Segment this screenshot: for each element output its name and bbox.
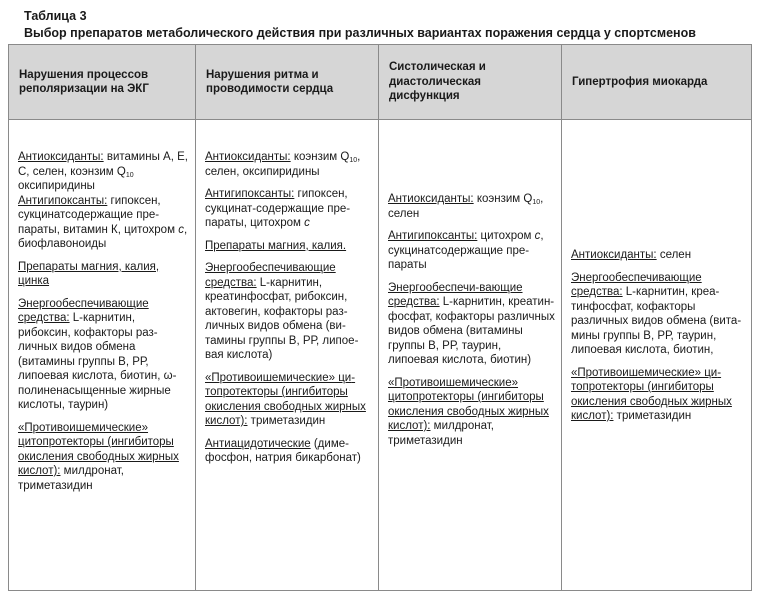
drug-selection-table <box>8 44 752 591</box>
energy-block: Энергообеспечи-вающие средства: L-карнитин, креатин-фосфат, кофакторы различных видов обмена (витамины группы В, РР, таурин, липоевая кислота, биотин) <box>388 281 555 366</box>
antioxidants-block: Антиоксиданты: селен <box>571 249 692 261</box>
body-row <box>9 120 752 591</box>
antioxidants-block: Антиоксиданты: коэнзим $Q_{10}$, селен <box>388 193 544 220</box>
header-cell-repolarization: Нарушения процессов реполяризации на ЭКГ <box>9 45 196 120</box>
energy-block: Энергообеспечивающие средства: L-карнитин, рибоксин, кофакторы различных видов обмена (витамины группы В, РР, липоевая кислота, биотин, ω-полиненасыщенные жирные кислоты, таурин) <box>18 297 177 411</box>
table-title: Выбор препаратов метаболического действия при различных вариантах поражения сердца у спортсменов <box>24 26 696 40</box>
cell-rhythm <box>196 120 379 591</box>
antihypoxants-block: Антигипоксанты: гипоксен, сукцинатсодержащие препараты, витамин К, цитохром с, биофлавоноиды <box>18 194 188 250</box>
minerals-block: Препараты магния, калия. <box>205 239 347 252</box>
cytoprotectors-block: «Противоишемические» цитопротекторы (ингибиторы окисления свободных жирных кислот): милдронат, триметазидин <box>388 376 549 447</box>
energy-block: Энергообеспечивающие средства: L-карнитин, креатинфосфат, рибоксин, актовегин, кофакторы различных видов обмена (витамины группы В, РР, липоевая кислота) <box>205 262 359 361</box>
cytoprotectors-block: «Противоишемические» цитопротекторы (ингибиторы окисления свободных жирных кислот): триметазидин <box>571 366 732 422</box>
header-cell-hypertrophy: Гипертрофия миокарда <box>562 45 752 120</box>
cytoprotectors-block: «Противоишемические» цитопротекторы (ингибиторы окисления свободных жирных кислот): триметазидин <box>205 371 366 427</box>
antioxidants-block: Антиоксиданты: витамины А, Е, С, селен, коэнзим $Q_{10}$ оксипиридины <box>18 151 188 192</box>
cell-hypertrophy <box>562 120 752 591</box>
table-number: Таблица 3 <box>24 9 87 23</box>
cytoprotectors-block: «Противоишемические» цитопротекторы (ингибиторы окисления свободных жирных кислот): милдронат, триметазидин <box>18 421 179 492</box>
antihypoxants-block: Антигипоксанты: гипоксен, сукцинат-содержащие препараты, цитохром с <box>205 188 351 229</box>
antihypoxants-block: Антигипоксанты: цитохром с, сукцинатсодержащие препараты <box>388 230 544 271</box>
energy-block: Энергообеспечивающие средства: L-карнитин, креатинфосфат, кофакторы различных видов обмена (витамины группы В, РР, таурин, липоевая кислота, биотин, <box>571 271 742 356</box>
minerals-block: Препараты магния, калия, цинка <box>18 260 160 287</box>
header-row <box>9 45 752 120</box>
cell-dysfunction <box>379 120 562 591</box>
header-cell-dysfunction: Систолическая и диастолическая дисфункция <box>379 45 562 120</box>
table-caption <box>24 8 744 41</box>
header-cell-rhythm: Нарушения ритма и проводимости сердца <box>196 45 379 120</box>
cell-repolarization <box>9 120 196 591</box>
antiacidotic-block: Антиацидотические (димефосфон, натрия бикарбонат) <box>205 437 361 464</box>
antioxidants-block: Антиоксиданты: коэнзим $Q_{10}$, селен, оксипиридины <box>205 151 361 178</box>
